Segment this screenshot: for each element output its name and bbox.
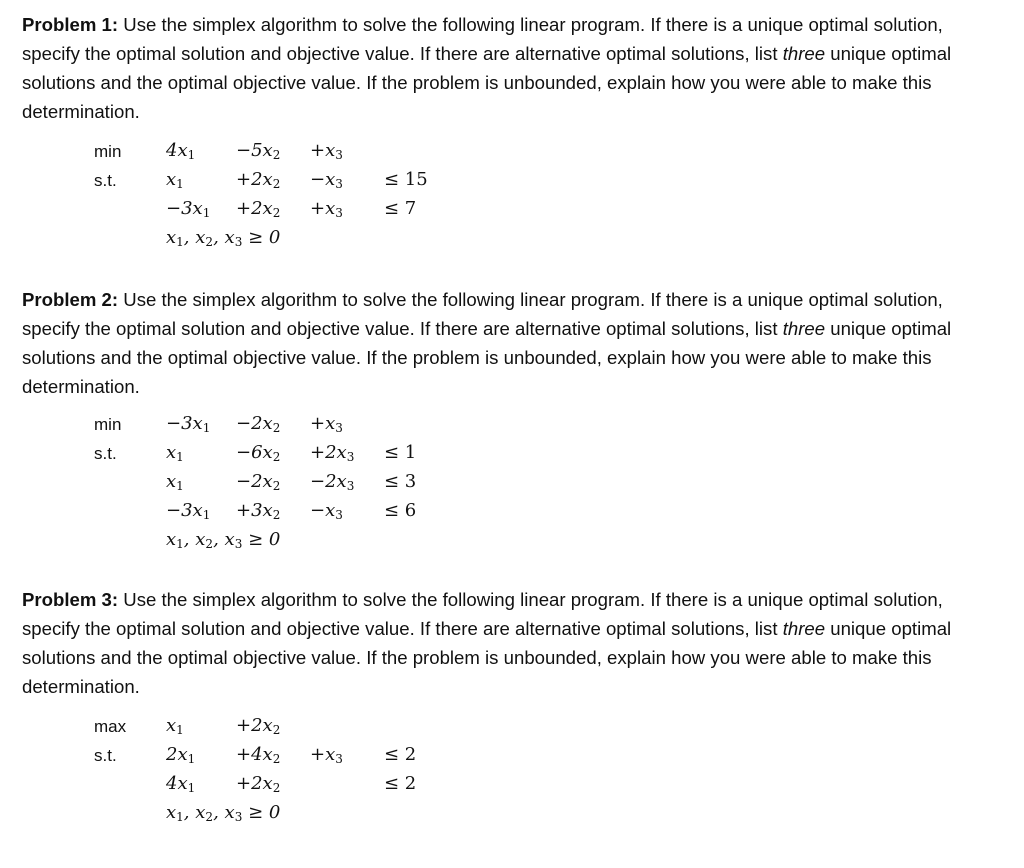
constraint-rhs: ≤ 2 [384,773,417,794]
subject-to-label: s.t. [94,171,117,190]
constraint-rhs: ≤ 3 [384,471,417,492]
nonnegativity-constraint: $x_1$, $x_2$, $x_3 \ge 0$ [166,529,281,551]
constraint-term: $+x_3$ [310,744,343,766]
problem-statement [22,585,982,701]
statement-text: Use the simplex algorithm to solve the following linear program. If there is a unique optimal solution, specify the optimal solution and objective value. If there are alternative optimal solutions, list [22,289,943,339]
constraint-term: $+x_3$ [310,198,343,220]
objective-sense: min [94,142,122,161]
constraint-term: $4x_1$ [166,773,196,795]
objective-sense: max [94,717,127,736]
statement-text: Use the simplex algorithm to solve the following linear program. If there is a unique optimal solution, specify the optimal solution and objective value. If there are alternative optimal solutions, list [22,589,943,639]
objective-sense: min [94,415,122,434]
statement-text: Use the simplex algorithm to solve the following linear program. If there is a unique optimal solution, specify the optimal solution and objective value. If there are alternative optimal solutions, list [22,14,943,64]
problem-heading: Problem 2: [22,289,119,310]
constraint-term: $+4x_2$ [236,744,281,766]
constraint-rhs: ≤ 7 [384,198,417,219]
statement-text: unique optimal solutions and the optimal objective value. If the problem is unbounded, explain how you were able to make this determination. [22,318,952,397]
constraint-term: $+3x_2$ [236,500,281,522]
objective-term: $-2x_2$ [236,413,281,435]
problem-3 [22,585,982,824]
constraint-term: $-x_3$ [310,500,343,522]
objective-term: $-3x_1$ [166,413,211,435]
constraint-term: $x_1$ [166,442,184,464]
objective-term: $+x_3$ [310,413,343,435]
constraint-term: $+2x_2$ [236,773,281,795]
constraint-term: $-x_3$ [310,169,343,191]
constraint-term: $-2x_2$ [236,471,281,493]
constraint-term: $-3x_1$ [166,500,211,522]
problem-heading: Problem 1: [22,14,119,35]
emphasis-text: three [782,318,826,339]
constraint-term: $-6x_2$ [236,442,281,464]
problem-heading: Problem 3: [22,589,119,610]
constraint-rhs: ≤ 2 [384,744,417,765]
constraint-term: $+2x_2$ [236,169,281,191]
objective-term: $-5x_2$ [236,140,281,162]
emphasis-text: three [782,618,826,639]
nonnegativity-constraint: $x_1$, $x_2$, $x_3 \ge 0$ [166,802,281,824]
constraint-term: $+2x_2$ [236,198,281,220]
statement-text: unique optimal solutions and the optimal objective value. If the problem is unbounded, explain how you were able to make this determination. [22,618,952,697]
problem-statement [22,10,982,126]
emphasis-text: three [782,43,826,64]
statement-text: unique optimal solutions and the optimal objective value. If the problem is unbounded, explain how you were able to make this determination. [22,43,952,122]
problem-statement [22,285,982,401]
objective-term: $x_1$ [166,715,184,737]
constraint-term: $2x_1$ [166,744,196,766]
objective-term: $4x_1$ [166,140,196,162]
objective-term: $+x_3$ [310,140,343,162]
problem-1 [22,10,982,249]
subject-to-label: s.t. [94,746,117,765]
problem-2 [22,285,982,551]
constraint-term: $+2x_3$ [310,442,355,464]
constraint-rhs: ≤ 1 [384,442,417,463]
constraint-term: $x_1$ [166,471,184,493]
constraint-rhs: ≤ 6 [384,500,417,521]
constraint-term: $x_1$ [166,169,184,191]
constraint-term: $-3x_1$ [166,198,211,220]
nonnegativity-constraint: $x_1$, $x_2$, $x_3 \ge 0$ [166,227,281,249]
constraint-term: $-2x_3$ [310,471,355,493]
objective-term: $+2x_2$ [236,715,281,737]
subject-to-label: s.t. [94,444,117,463]
constraint-rhs: ≤ 15 [384,169,428,190]
